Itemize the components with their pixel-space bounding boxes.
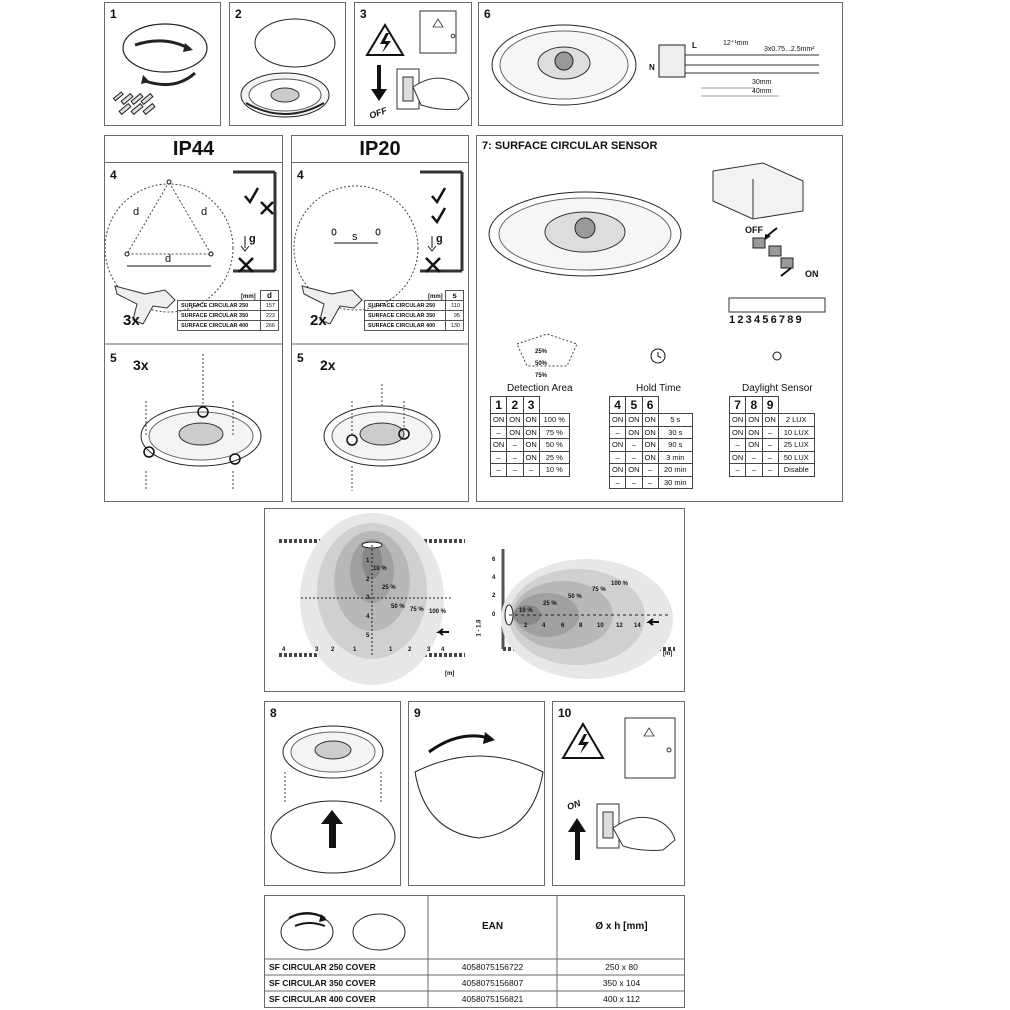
detection-area-title: Detection Area <box>507 383 573 394</box>
pct-50-left: 50 % <box>391 604 405 610</box>
x-tick: 6 <box>561 623 565 629</box>
product-name: SF CIRCULAR 350 COVER <box>269 978 376 988</box>
step-number: 10 <box>558 706 572 720</box>
screws-and-plugs-icon <box>114 92 155 114</box>
x-tick: 8 <box>579 623 583 629</box>
zone-label-50: 50% <box>535 361 548 367</box>
ceiling-height-label: g <box>436 233 443 245</box>
distance-label-bottom: d <box>165 253 172 265</box>
dip-switch-closeup-icon <box>753 228 793 276</box>
table-row: – – – Disable <box>730 464 815 477</box>
product-ean: 4058075156807 <box>461 978 524 988</box>
driver-box-icon <box>713 163 803 219</box>
y-tick: 6 <box>492 557 496 563</box>
check-icon <box>432 208 445 222</box>
dip-switch-row-icon <box>729 298 825 312</box>
ip20-distance-table <box>364 290 464 331</box>
table-unit: [mm] <box>428 294 443 300</box>
product-name: SF CIRCULAR 250 COVER <box>269 962 376 972</box>
cross-icon <box>261 202 273 214</box>
ip20-title: IP20 <box>359 138 401 160</box>
step-6-panel <box>478 2 843 126</box>
hold-time-title: Hold Time <box>636 383 682 394</box>
x-tick: 4 <box>441 647 445 653</box>
table-row: SURFACE CIRCULAR 400 130 <box>365 321 464 331</box>
y-tick: 5 <box>366 633 370 639</box>
step-number: 4 <box>297 168 304 182</box>
table-row: SURFACE CIRCULAR 250 157 <box>178 301 279 311</box>
product-dim: 350 x 104 <box>602 978 641 988</box>
x-tick: 4 <box>542 623 546 629</box>
pct-25-right: 25 % <box>543 601 557 607</box>
on-label: ON <box>565 797 582 813</box>
y-tick: 0 <box>492 612 496 618</box>
x-tick: 2 <box>331 647 335 653</box>
table-unit: [mm] <box>241 294 256 300</box>
distance-label: s <box>352 231 358 243</box>
strip-length-label: 12⁺¹mm <box>723 40 749 47</box>
step-number: 4 <box>110 168 117 182</box>
daylight-sensor-title: Daylight Sensor <box>742 383 813 394</box>
ip44-distance-table <box>177 290 279 331</box>
pct-75-right: 75 % <box>592 587 606 593</box>
daylight-sensor-table: 7 8 9 ON ON ON 2 LUX ON ON – 10 LUX – ON – 25 LUX ON – – 50 LUX – – – Disable <box>729 396 815 477</box>
table-row: – – – 10 % <box>491 464 570 477</box>
wire-l-label: L <box>692 41 697 50</box>
power-on-illustration <box>553 702 685 886</box>
check-icon <box>245 188 258 202</box>
ip20-screws-illustration <box>324 384 440 491</box>
table-row: ON – ON 50 % <box>491 439 570 452</box>
table-row: SURFACE CIRCULAR 350 95 <box>365 311 464 321</box>
step-number: 5 <box>110 351 117 365</box>
distance-label-left: d <box>133 206 140 218</box>
off-label: OFF <box>367 105 389 121</box>
y-tick: 1 <box>366 558 370 564</box>
table-row: ON – – 50 LUX <box>730 451 815 464</box>
step-number: 1 <box>110 7 117 21</box>
x-tick: 3 <box>315 647 319 653</box>
step-number: 2 <box>235 7 242 21</box>
step-9-panel <box>408 701 545 886</box>
step-2-panel <box>229 2 346 126</box>
product-name: SF CIRCULAR 400 COVER <box>269 994 376 1004</box>
product-ean: 4058075156821 <box>461 994 524 1004</box>
step-number: 6 <box>484 7 491 21</box>
product-dim: 400 x 112 <box>603 994 640 1004</box>
step-3-panel <box>354 2 472 126</box>
fuse-box-icon <box>420 11 456 53</box>
wiring-illustration <box>479 3 843 126</box>
table-row: – – – 30 min <box>610 476 693 489</box>
y-tick: 4 <box>366 614 370 620</box>
y-tick: 3 <box>366 595 370 601</box>
off-label: OFF <box>745 225 763 235</box>
dip-switch-numbers: 123456789 <box>729 314 804 326</box>
step-number: 9 <box>414 706 421 720</box>
y-tick: 2 <box>366 577 370 583</box>
table-row: ON ON ON 2 LUX <box>730 414 815 427</box>
ip44-screws-illustration <box>141 354 261 491</box>
terminal-block-icon <box>659 45 685 77</box>
unit-label: [m] <box>445 671 455 677</box>
x-tick: 12 <box>616 623 623 629</box>
x-tick: 1 <box>389 647 393 653</box>
screw-count: 2x <box>320 357 336 373</box>
dim-40-label: 40mm <box>752 88 772 95</box>
x-tick: 4 <box>282 647 286 653</box>
pct-50-right: 50 % <box>568 594 582 600</box>
table-row: SURFACE CIRCULAR 400 266 <box>178 321 279 331</box>
cover-rotate-illustration <box>105 3 221 126</box>
table-row: – ON ON 30 s <box>610 426 693 439</box>
table-row: – – ON 3 min <box>610 451 693 464</box>
screw-count: 3x <box>133 357 149 373</box>
drill-count: 3x <box>123 312 140 329</box>
sun-icon <box>773 352 781 360</box>
ip44-title: IP44 <box>172 138 215 160</box>
x-tick: 2 <box>408 647 412 653</box>
pct-10-left: 10 % <box>373 566 387 572</box>
product-table-panel <box>264 895 685 1008</box>
table-row: ON – ON 90 s <box>610 439 693 452</box>
col-header-ean: EAN <box>481 921 504 932</box>
table-row: – ON – 25 LUX <box>730 439 815 452</box>
table-row: SURFACE CIRCULAR 350 223 <box>178 311 279 321</box>
rotate-arrow-icon <box>429 736 489 752</box>
table-row: ON ON ON 100 % <box>491 414 570 427</box>
sensor-panel <box>476 135 843 502</box>
y-tick: 2 <box>492 593 496 599</box>
zone-label-75: 75% <box>535 373 548 379</box>
table-row: ON ON ON 5 s <box>610 414 693 427</box>
power-off-illustration <box>355 3 472 126</box>
x-tick: 1 <box>353 647 357 653</box>
on-label: ON <box>805 269 819 279</box>
step-8-panel <box>264 701 401 886</box>
ip44-panel <box>104 135 283 502</box>
wire-n-label: N <box>649 63 655 72</box>
sensor-title: 7: SURFACE CIRCULAR SENSOR <box>482 140 658 152</box>
table-row: SURFACE CIRCULAR 250 110 <box>365 301 464 311</box>
table-row: – – ON 25 % <box>491 451 570 464</box>
distance-label-right: d <box>201 206 208 218</box>
product-ean: 4058075156722 <box>461 962 524 972</box>
pct-100-left: 100 % <box>429 609 447 615</box>
x-tick: 3 <box>427 647 431 653</box>
check-icon <box>432 188 445 202</box>
x-tick: 10 <box>597 623 604 629</box>
x-tick: 14 <box>634 623 641 629</box>
y-tick: 4 <box>492 575 496 581</box>
drill-count: 2x <box>310 312 327 329</box>
approach-arrow-icon <box>439 629 449 635</box>
table-row: ON ON – 20 min <box>610 464 693 477</box>
step-number: 8 <box>270 706 277 720</box>
pct-10-right: 10 % <box>519 608 533 614</box>
wire-spec-label: 3x0.75...2.5mm² <box>764 46 815 53</box>
col-header-dim: Ø x h [mm] <box>595 921 648 932</box>
zone-label-25: 25% <box>535 349 548 355</box>
table-header: d <box>260 291 278 301</box>
table-row: ON ON – 10 LUX <box>730 426 815 439</box>
detection-range-diagram <box>265 509 685 692</box>
arrow-up-icon <box>568 818 586 832</box>
pct-75-left: 75 % <box>410 607 424 613</box>
hold-time-table: 4 5 6 ON ON ON 5 s – ON ON 30 s ON – ON 90 s – – ON 3 min ON ON – 20 min – – – 30 min <box>609 396 693 489</box>
product-dim: 250 x 80 <box>605 962 638 972</box>
cover-twist-illustration <box>409 702 545 886</box>
height-label: 1 - 1.8 <box>476 619 483 637</box>
step-number: 5 <box>297 351 304 365</box>
pct-25-left: 25 % <box>382 585 396 591</box>
ceiling-height-label: g <box>249 233 256 245</box>
cover-attach-illustration <box>265 702 401 886</box>
covers-illustration <box>265 896 685 1008</box>
detection-range-panel <box>264 508 685 692</box>
x-tick: 2 <box>524 623 528 629</box>
ip20-panel <box>291 135 469 502</box>
detection-area-table: 1 2 3 ON ON ON 100 % – ON ON 75 % ON – ON 50 % – – ON 25 % – – – 10 % <box>490 396 570 477</box>
step-number: 3 <box>360 7 367 21</box>
step-10-panel <box>552 701 685 886</box>
table-header: s <box>446 291 464 301</box>
step-1-panel <box>104 2 221 126</box>
unit-label: [m] <box>663 651 673 657</box>
cover-removed-illustration <box>230 3 346 126</box>
pct-100-right: 100 % <box>611 581 629 587</box>
dim-30-label: 30mm <box>752 79 772 86</box>
table-row: – ON ON 75 % <box>491 426 570 439</box>
